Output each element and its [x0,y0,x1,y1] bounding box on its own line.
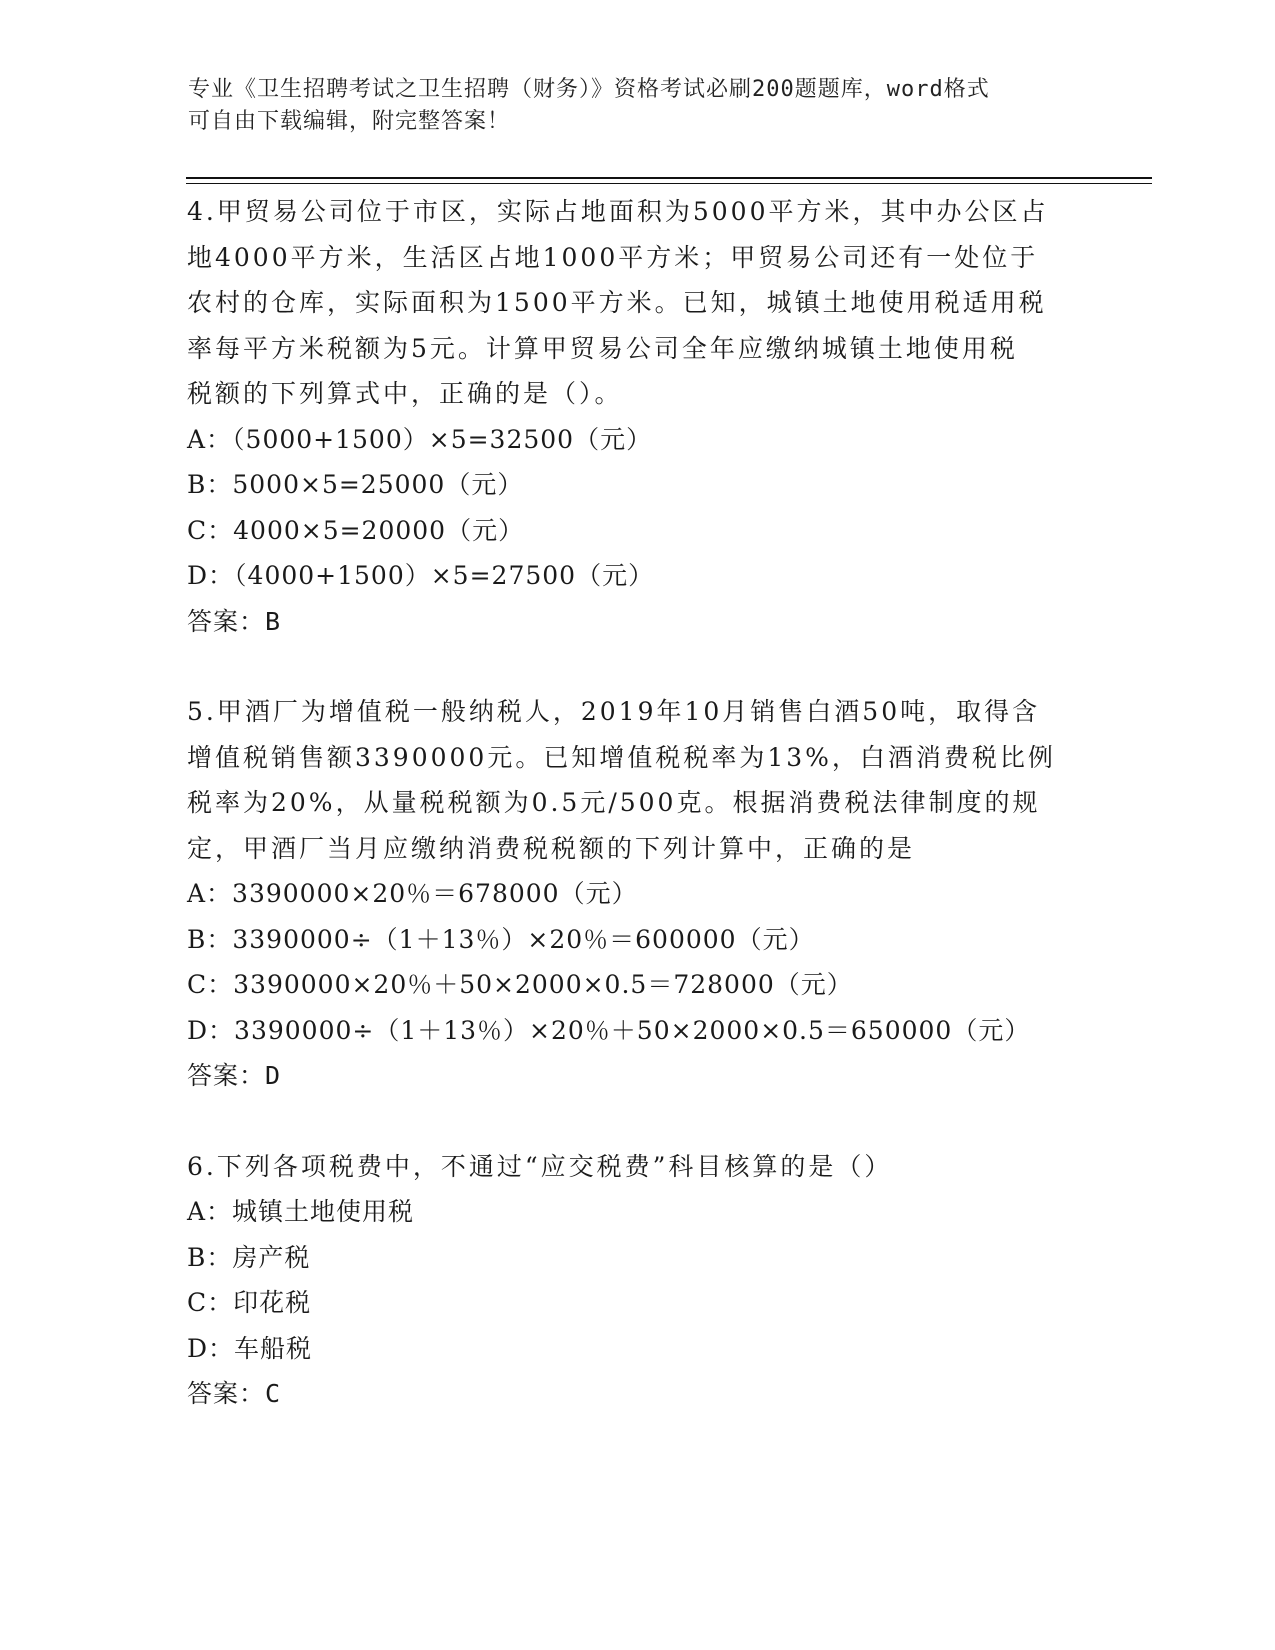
question-text-line: 税额的下列算式中，正确的是（）。 [187,379,623,408]
question-spacer [187,1099,1087,1144]
question-text-line: 6.下列各项税费中，不通过“应交税费”科目核算的是（） [187,1151,893,1181]
header-title-line-1: 专业《卫生招聘考试之卫生招聘（财务）》资格考试必刷200题题库，word格式 [188,77,990,102]
document-header [188,74,1068,138]
question-6 [187,1144,1087,1417]
question-text-line: 地4000平方米，生活区占地1000平方米；甲贸易公司还有一处位于 [187,242,1039,272]
option-d: D：3390000÷（1＋13％）×20％＋50×2000×0.5＝650000（元） [187,1015,1031,1045]
answer-label: 答案：D [187,1061,282,1090]
option-c: C：3390000×20％＋50×2000×0.5＝728000（元） [187,970,853,999]
question-text-line: 定，甲酒厂当月应缴纳消费税税额的下列计算中，正确的是 [187,833,916,863]
header-divider-thin [186,183,1152,184]
header-divider-thick [186,177,1152,179]
question-list [187,189,1087,1417]
option-b: B：房产税 [187,1242,311,1272]
option-a: A：3390000×20％＝678000（元） [187,879,638,908]
question-text-line: 税率为20%，从量税税额为0.5元/500克。根据消费税法律制度的规 [187,788,1041,817]
answer-label: 答案：C [187,1379,282,1408]
option-b: B：3390000÷（1＋13％）×20％＝600000（元） [187,924,815,954]
question-text-line: 5.甲酒厂为增值税一般纳税人，2019年10月销售白酒50吨，取得含 [187,697,1041,726]
question-text-line: 增值税销售额3390000元。已知增值税税率为13%，白酒消费税比例 [187,742,1056,772]
option-c: C：4000×5=20000（元） [187,515,525,545]
option-d: D：（4000+1500）×5=27500（元） [187,561,655,590]
option-a: A：城镇土地使用税 [187,1197,415,1226]
question-5 [187,689,1087,1099]
question-text-line: 农村的仓库，实际面积为1500平方米。已知，城镇土地使用税适用税 [187,288,1047,317]
question-text-line: 率每平方米税额为5元。计算甲贸易公司全年应缴纳城镇土地使用税 [187,333,1018,363]
question-spacer [187,644,1087,689]
option-b: B：5000×5=25000（元） [187,470,524,499]
option-d: D：车船税 [187,1333,313,1363]
header-title-line-2: 可自由下载编辑，附完整答案！ [188,109,511,134]
option-c: C：印花税 [187,1288,312,1317]
question-4 [187,189,1087,644]
option-a: A：（5000+1500）×5=32500（元） [187,424,653,454]
question-text-line: 4.甲贸易公司位于市区，实际占地面积为5000平方米，其中办公区占 [187,197,1049,226]
answer-label: 答案：B [187,606,282,636]
